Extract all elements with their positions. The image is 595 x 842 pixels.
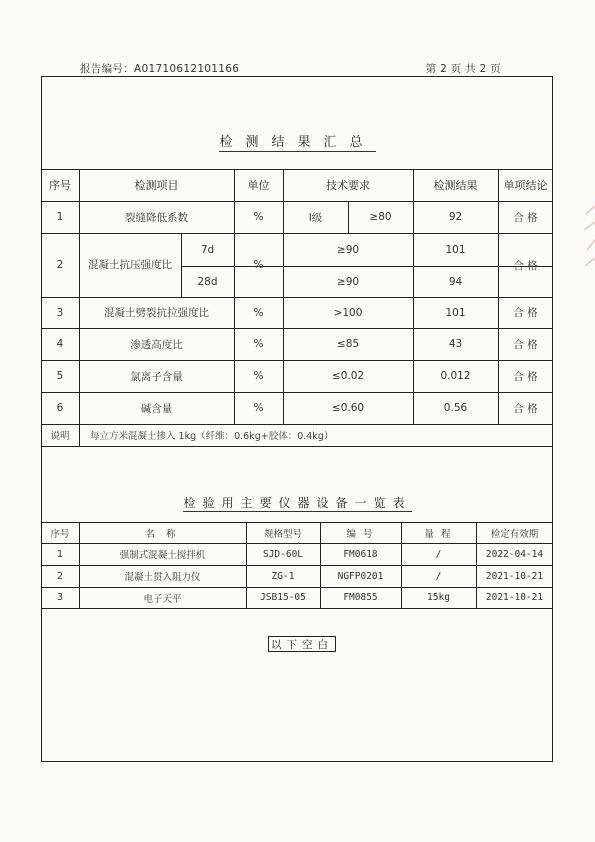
row5-item: 氯离子含量 [130, 370, 183, 383]
row2-result-28d: 94 [448, 275, 463, 288]
row2-age-28d: 28d [197, 275, 218, 288]
equip-row2-range: / [435, 570, 442, 582]
summary-title: 检测结果汇总 [219, 135, 376, 150]
row1-item: 裂缝降低系数 [125, 211, 188, 224]
row3-unit: % [253, 306, 264, 319]
row2-item: 混凝土抗压强度比 [88, 259, 172, 271]
row3-item: 混凝土劈裂抗拉强度比 [104, 307, 209, 319]
row1-requirement: ≥80 [369, 211, 392, 223]
col-header-unit: 单位 [247, 179, 270, 192]
equip-row3-model: JSB15-05 [260, 592, 306, 603]
row6-verdict: 合 格 [513, 402, 538, 415]
equipment-title: 检验用主要仪器设备一览表 [183, 496, 412, 510]
col-header-verdict: 单项结论 [503, 179, 548, 192]
row2-unit: % [253, 259, 264, 271]
row2-seq: 2 [56, 259, 64, 271]
equip-row1-model: SJD-60L [262, 548, 304, 560]
row1-grade: Ⅰ级 [308, 211, 323, 224]
equip-row3-seq: 3 [56, 592, 64, 603]
row1-seq: 1 [56, 211, 64, 223]
equip-col-model: 规格型号 [263, 528, 302, 540]
equip-row1-seq: 1 [56, 548, 64, 560]
row2-requirement-7d: ≥90 [336, 243, 360, 256]
row2-requirement-28d: ≥90 [336, 275, 360, 288]
equip-row3-valid: 2021-10-21 [485, 592, 544, 603]
row3-verdict: 合 格 [513, 307, 538, 319]
col-header-result: 检测结果 [433, 179, 478, 192]
equip-row3-number: FM0855 [343, 592, 378, 603]
page-indicator: 第 2 页 共 2 页 [425, 63, 501, 75]
equip-col-number: 编 号 [346, 528, 375, 540]
row1-unit: % [253, 211, 264, 223]
equip-col-valid: 检定有效期 [490, 528, 539, 540]
row6-unit: % [253, 402, 264, 414]
equip-col-seq: 序号 [50, 528, 70, 540]
row4-unit: % [253, 338, 264, 350]
row2-age-7d: 7d [200, 243, 215, 256]
equip-row2-number: NGFP0201 [337, 570, 384, 582]
equip-row2-model: ZG-1 [271, 570, 295, 582]
col-header-item: 检测项目 [134, 179, 179, 192]
row4-result: 43 [448, 338, 463, 350]
seal-edge-mark [581, 200, 595, 280]
equip-row1-name: 强制式混凝土搅拌机 [119, 550, 206, 561]
equip-row2-name: 混凝土贯入阻力仪 [124, 572, 201, 583]
remark-label: 说明 [50, 431, 70, 442]
remark-text: 每立方米混凝土掺入 1kg（纤维：0.6kg+胶体：0.4kg） [90, 431, 334, 442]
row6-item: 碱含量 [140, 402, 173, 415]
equip-col-name: 名 称 [145, 528, 180, 540]
row6-seq: 6 [56, 402, 64, 414]
row5-requirement: ≤0.02 [331, 370, 365, 382]
row4-verdict: 合 格 [513, 338, 538, 351]
row6-result: 0.56 [443, 402, 468, 414]
row2-verdict: 合 格 [513, 259, 538, 272]
row5-seq: 5 [56, 370, 64, 382]
row3-seq: 3 [56, 306, 64, 319]
row3-requirement: >100 [333, 306, 363, 319]
equip-row2-valid: 2021-10-21 [485, 570, 544, 582]
row5-unit: % [253, 370, 264, 382]
row6-requirement: ≤0.60 [331, 402, 365, 414]
row1-result: 92 [448, 211, 463, 223]
row1-verdict: 合 格 [513, 211, 538, 224]
row4-seq: 4 [56, 338, 64, 350]
equip-col-range: 量 程 [424, 528, 453, 540]
col-header-seq: 序号 [49, 179, 71, 192]
row2-result-7d: 101 [445, 243, 466, 256]
row4-requirement: ≤85 [336, 338, 360, 350]
equip-row1-number: FM0618 [343, 548, 378, 560]
report-number: 报告编号：A01710612101166 [80, 63, 240, 75]
equip-row3-name: 电子天平 [143, 593, 182, 605]
equip-row1-range: / [435, 548, 442, 560]
equip-row1-valid: 2022-04-14 [485, 548, 544, 560]
row5-result: 0.012 [440, 370, 471, 382]
equip-row2-seq: 2 [56, 570, 64, 582]
row4-item: 渗透高度比 [130, 338, 183, 351]
end-of-content-mark: 以下空白 [268, 636, 336, 652]
col-header-requirement: 技术要求 [326, 179, 370, 192]
equip-row3-range: 15kg [427, 592, 450, 603]
row3-result: 101 [445, 306, 466, 319]
row5-verdict: 合 格 [513, 370, 538, 383]
